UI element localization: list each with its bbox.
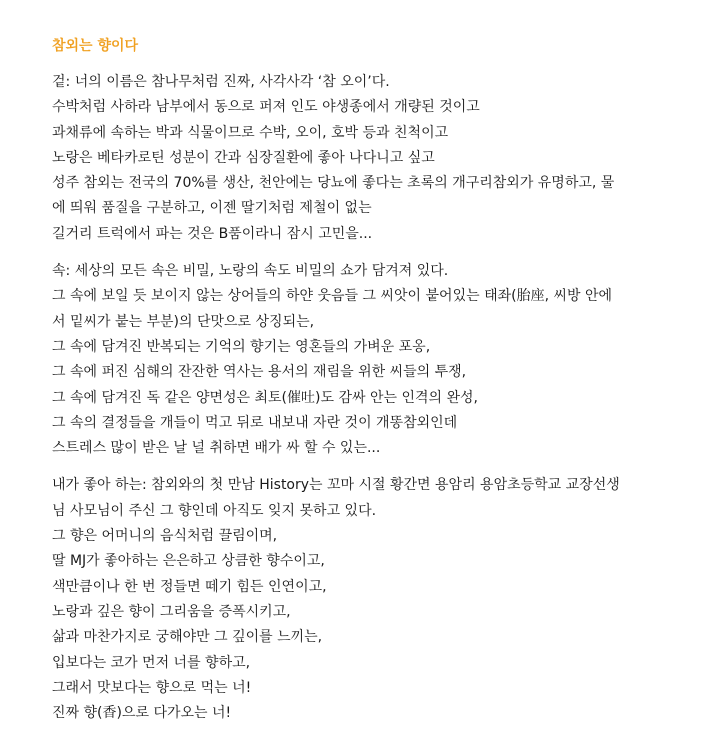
- text-line: 삶과 마찬가지로 궁해야만 그 깊이를 느끼는,: [52, 629, 323, 646]
- text-line: 그 향은 어머니의 음식처럼 끌림이며,: [52, 528, 278, 545]
- text-line: 성주 참외는 전국의 70%를 생산, 천안에는 당뇨에 좋다는 초록의 개구리참외가 유명하고, 물: [52, 175, 615, 192]
- text-line: 그 속의 결정들을 개들이 먹고 뒤로 내보내 자란 것이 개똥참외인데: [52, 414, 458, 431]
- text-line: 겉: 너의 이름은 참나무처럼 진짜, 사각사각 ‘참 오이’다.: [52, 74, 390, 90]
- document-body: [52, 34, 692, 738]
- text-line: 색만큼이나 한 번 정들면 떼기 힘든 인연이고,: [52, 578, 327, 595]
- section-what-i-like: [52, 473, 692, 726]
- text-line: 서 밑씨가 붙는 부분)의 단맛으로 상징되는,: [52, 313, 315, 330]
- text-line: 과채류에 속하는 박과 식물이므로 수박, 오이, 호박 등과 친척이고: [52, 124, 449, 141]
- text-line: 입보다는 코가 먼저 너를 향하고,: [52, 654, 251, 671]
- text-line: 딸 MJ가 좋아하는 은은하고 상큼한 향수이고,: [52, 553, 325, 570]
- text-line: 에 띄워 품질을 구분하고, 이젠 딸기처럼 제철이 없는: [52, 200, 372, 217]
- text-line: 그 속에 담겨진 반복되는 기억의 향기는 영혼들의 가벼운 포옹,: [52, 338, 431, 355]
- text-line: 속: 세상의 모든 속은 비밀, 노랑의 속도 비밀의 쇼가 담겨져 있다.: [52, 263, 449, 280]
- text-line: 님 사모님이 주신 그 향인데 아직도 잊지 못하고 있다.: [52, 502, 377, 519]
- text-line: 노랑과 깊은 향이 그리움을 증폭시키고,: [52, 603, 291, 620]
- section-outside: [52, 70, 692, 247]
- text-line: 스트레스 많이 받은 날 널 취하면 배가 싸 할 수 있는...: [52, 440, 381, 457]
- text-line: 그 속에 보일 듯 보이지 않는 상어들의 하얀 웃음들 그 씨앗이 붙어있는 태좌(胎座, 씨방 안에: [52, 288, 613, 305]
- document-title: 참외는 향이다: [52, 38, 139, 54]
- text-line: 내가 좋아 하는: 참외와의 첫 만남 History는 꼬마 시절 황간면 용암리 용암초등학교 교장선생: [52, 477, 620, 494]
- text-line: 길거리 트럭에서 파는 것은 B품이라니 잠시 고민을...: [52, 225, 373, 242]
- text-line: 노랑은 베타카로틴 성분이 간과 심장질환에 좋아 나다니고 싶고: [52, 149, 435, 166]
- text-line: 수박처럼 사하라 남부에서 동으로 퍼져 인도 야생종에서 개량된 것이고: [52, 99, 480, 116]
- text-line: 그 속에 담겨진 독 같은 양면성은 최토(催吐)도 감싸 안는 인격의 완성,: [52, 389, 478, 406]
- text-line: 그래서 맛보다는 향으로 먹는 너!: [52, 679, 252, 696]
- text-line: 그 속에 퍼진 심해의 잔잔한 역사는 용서의 재림을 위한 씨들의 투쟁,: [52, 364, 467, 381]
- section-inside: [52, 259, 692, 461]
- text-line: 진짜 향(香)으로 다가오는 너!: [52, 705, 232, 722]
